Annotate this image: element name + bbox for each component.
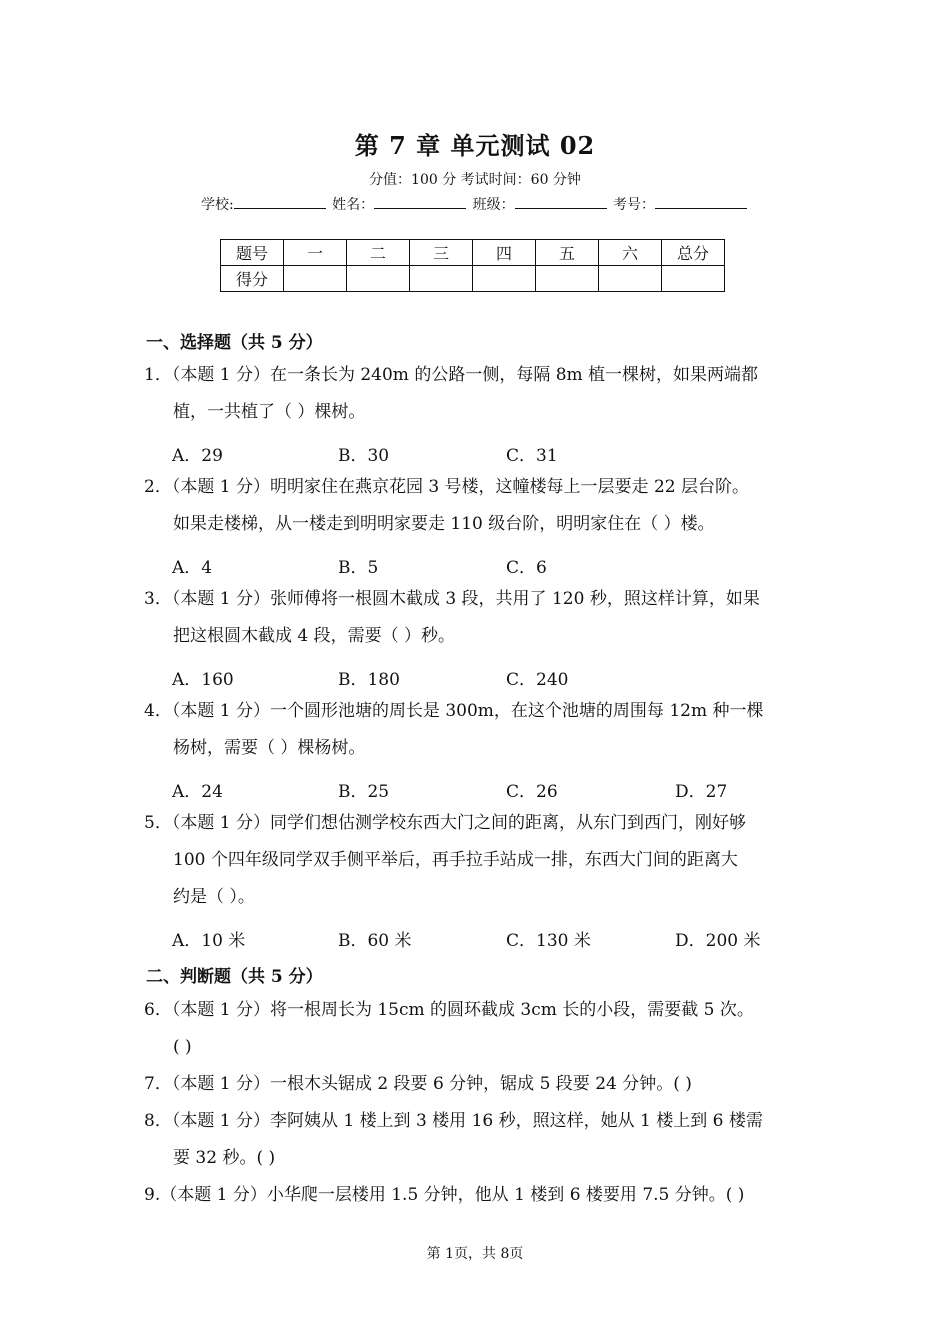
option-c[interactable]: C．240 [506, 670, 569, 690]
option-c[interactable]: C．26 [506, 782, 558, 802]
question-text: 杨树，需要（ ）棵杨树。 [173, 738, 366, 758]
school-label: 学校: [200, 197, 234, 213]
question-text: 4．（本题 1 分）一个圆形池塘的周长是 300m，在这个池塘的周围每 12m 种一棵 [144, 701, 764, 721]
table-cell: 总分 [662, 240, 725, 266]
question-text: 如果走楼梯，从一楼走到明明家要走 110 级台阶，明明家住在（ ）楼。 [173, 514, 715, 534]
id-blank[interactable] [655, 194, 747, 209]
question-text: 3．（本题 1 分）张师傅将一根圆木截成 3 段，共用了 120 秒，照这样计算，如果 [144, 589, 760, 609]
option-d[interactable]: D．200 米 [675, 931, 761, 951]
question-text: 7．（本题 1 分）一根木头锯成 2 段要 6 分钟，锯成 5 段要 24 分钟。( ) [144, 1074, 692, 1094]
question-4 [144, 693, 814, 767]
option-b[interactable]: B．60 米 [338, 931, 412, 951]
question-text: 植，一共植了（ ）棵树。 [173, 402, 366, 422]
table-cell: 三 [410, 240, 473, 266]
class-blank[interactable] [515, 194, 607, 209]
student-info-line [0, 194, 950, 214]
option-a[interactable]: A．29 [172, 446, 223, 466]
option-c[interactable]: C．31 [506, 446, 558, 466]
exam-info: 分值：100 分 考试时间：60 分钟 [369, 172, 581, 188]
question-text: 1．（本题 1 分）在一条长为 240m 的公路一侧，每隔 8m 植一棵树，如果两端都 [144, 365, 759, 385]
question-text: 100 个四年级同学双手侧平举后，再手拉手站成一排，东西大门间的距离大 [173, 850, 738, 870]
section-heading: 二、判断题（共 5 分） [146, 967, 323, 987]
table-cell[interactable] [347, 266, 410, 292]
table-cell: 五 [536, 240, 599, 266]
option-b[interactable]: B．25 [338, 782, 390, 802]
table-row [221, 240, 725, 266]
question-text: 把这根圆木截成 4 段，需要（ ）秒。 [173, 626, 456, 646]
table-cell[interactable] [599, 266, 662, 292]
page-title: 第 7 章 单元测试 02 [354, 131, 596, 160]
table-cell: 一 [284, 240, 347, 266]
option-a[interactable]: A．160 [172, 670, 234, 690]
name-blank[interactable] [374, 194, 466, 209]
answer-blank[interactable]: ( ) [173, 1037, 192, 1057]
table-cell: 题号 [221, 240, 284, 266]
question-text: 约是（ ）。 [173, 887, 255, 907]
question-7 [144, 1066, 814, 1103]
option-b[interactable]: B．30 [338, 446, 390, 466]
question-text: 6．（本题 1 分）将一根周长为 15cm 的圆环截成 3cm 长的小段，需要截 5 次。 [144, 1000, 754, 1020]
table-cell[interactable] [410, 266, 473, 292]
table-cell[interactable] [662, 266, 725, 292]
question-8 [144, 1103, 814, 1177]
name-label: 姓名： [332, 197, 375, 213]
table-cell: 六 [599, 240, 662, 266]
option-a[interactable]: A．10 米 [172, 931, 246, 951]
question-text: 2．（本题 1 分）明明家住在燕京花园 3 号楼，这幢楼每上一层要走 22 层台阶。 [144, 477, 750, 497]
question-6 [144, 992, 814, 1066]
class-label: 班级： [472, 197, 515, 213]
option-b[interactable]: B．5 [338, 558, 379, 578]
option-d[interactable]: D．27 [675, 782, 728, 802]
question-3 [144, 581, 814, 655]
option-c[interactable]: C．130 米 [506, 931, 591, 951]
table-cell: 二 [347, 240, 410, 266]
school-blank[interactable] [234, 194, 326, 209]
page-footer: 第 1页，共 8页 [426, 1246, 524, 1262]
table-cell[interactable] [473, 266, 536, 292]
question-text: 5．（本题 1 分）同学们想估测学校东西大门之间的距离，从东门到西门，刚好够 [144, 813, 746, 833]
table-cell: 四 [473, 240, 536, 266]
id-label: 考号： [613, 197, 656, 213]
option-b[interactable]: B．180 [338, 670, 400, 690]
score-table [220, 239, 725, 292]
option-a[interactable]: A．4 [172, 558, 213, 578]
question-text: 9.（本题 1 分）小华爬一层楼用 1.5 分钟，他从 1 楼到 6 楼要用 7.5 分钟。( ) [144, 1185, 745, 1205]
section-heading: 一、选择题（共 5 分） [146, 333, 323, 353]
table-cell[interactable] [536, 266, 599, 292]
table-row [221, 266, 725, 292]
question-text: 要 32 秒。( ) [173, 1148, 276, 1168]
option-a[interactable]: A．24 [172, 782, 223, 802]
question-1 [144, 357, 814, 431]
question-text: 8．（本题 1 分）李阿姨从 1 楼上到 3 楼用 16 秒，照这样，她从 1 楼上到 6 楼需 [144, 1111, 763, 1131]
question-2 [144, 469, 814, 543]
question-5 [144, 805, 814, 916]
question-9 [144, 1177, 814, 1214]
table-cell: 得分 [221, 266, 284, 292]
table-cell[interactable] [284, 266, 347, 292]
option-c[interactable]: C．6 [506, 558, 547, 578]
